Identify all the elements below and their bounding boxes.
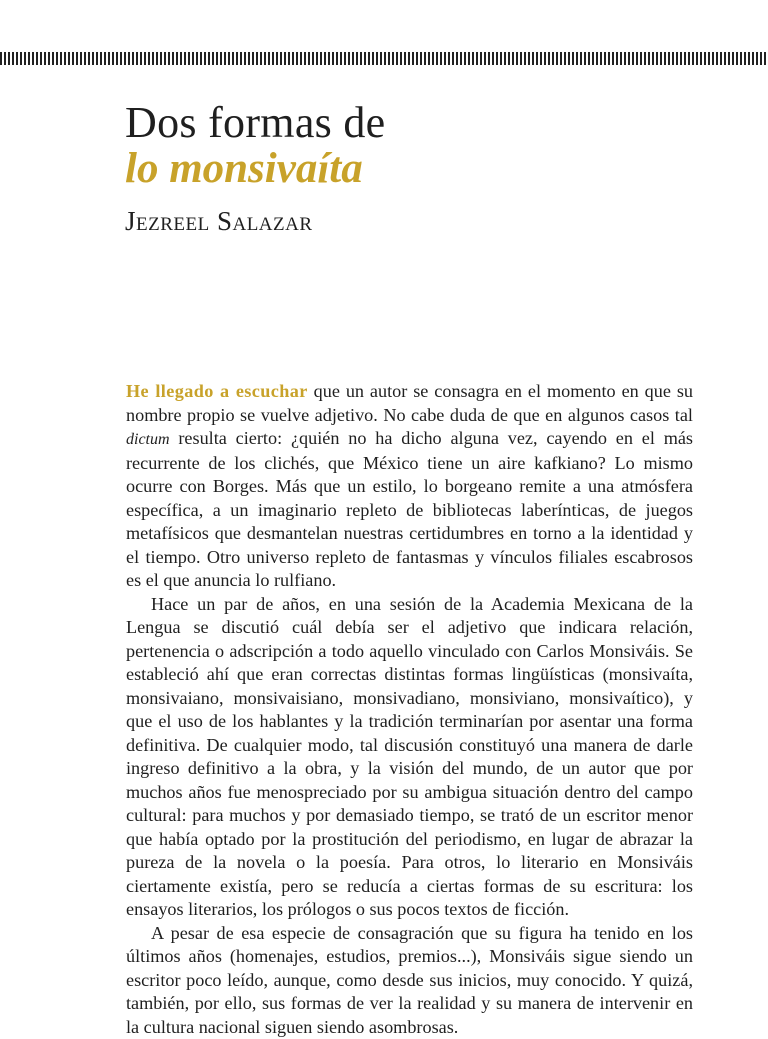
article-title-line1: Dos formas de	[125, 100, 725, 146]
lead-in: He llegado a escuchar	[126, 381, 308, 401]
paragraph-1-text-a: que un autor se consagra en el momento en que su nombre propio se vuelve adjetivo. No cabe duda de que en algunos casos tal	[126, 381, 693, 425]
paragraph-3: A pesar de esa especie de consagración que su figura ha tenido en los últimos años (homenajes, estudios, premios...), Monsiváis sigue siendo un escritor poco leído, aunque, como desde sus inicios, muy conocido. Y quizá, también, por ello, sus formas de ver la realidad y su manera de intervenir en la cultura nacional siguen siendo asombrosas.	[126, 922, 693, 1039]
article-author: Jezreel Salazar	[125, 206, 725, 236]
title-block	[125, 100, 725, 236]
paragraph-1-text-b: resulta cierto: ¿quién no ha dicho alguna vez, cayendo en el más recurrente de los clichés, que México tiene un aire kafkiano? Lo mismo ocurre con Borges. Más que un estilo, lo borgeano remite a una atmósfera específica, a un imaginario repleto de bibliotecas laberínticas, de juegos metafísicos que desmantelan nuestras certidumbres en torno a la identidad y el tiempo. Otro universo repleto de fantasmas y vínculos filiales escabrosos es el que anuncia lo rulfiano.	[126, 428, 693, 590]
top-decorative-rule	[0, 52, 768, 65]
article-title-line2: lo monsivaíta	[125, 146, 725, 192]
paragraph-1	[126, 380, 693, 593]
paragraph-2: Hace un par de años, en una sesión de la Academia Mexicana de la Lengua se discutió cuál debía ser el adjetivo que indicara relación, pertenencia o adscripción a todo aquello vinculado con Carlos Monsiváis. Se estableció ahí que eran correctas distintas formas lingüísticas (monsivaíta, monsivaiano, monsivaisiano, monsivadiano, monsiviano, monsivaítico), y que el uso de los hablantes y la tradición terminarían por asentar una forma definitiva. De cualquier modo, tal discusión constituyó una manera de darle ingreso definitivo a la obra, y la visión del mundo, de un autor que por muchos años fue menospreciado por su ambigua situación dentro del campo cultural: para muchos y por demasiado tiempo, se trató de un escritor menor que había optado por la prostitución del periodismo, en lugar de abrazar la pureza de la novela o la poesía. Para otros, lo literario en Monsiváis ciertamente existía, pero se reducía a ciertas formas de su escritura: los ensayos literarios, los prólogos o sus pocos textos de ficción.	[126, 593, 693, 922]
article-body	[126, 380, 693, 1039]
italic-term: dictum	[126, 431, 170, 448]
